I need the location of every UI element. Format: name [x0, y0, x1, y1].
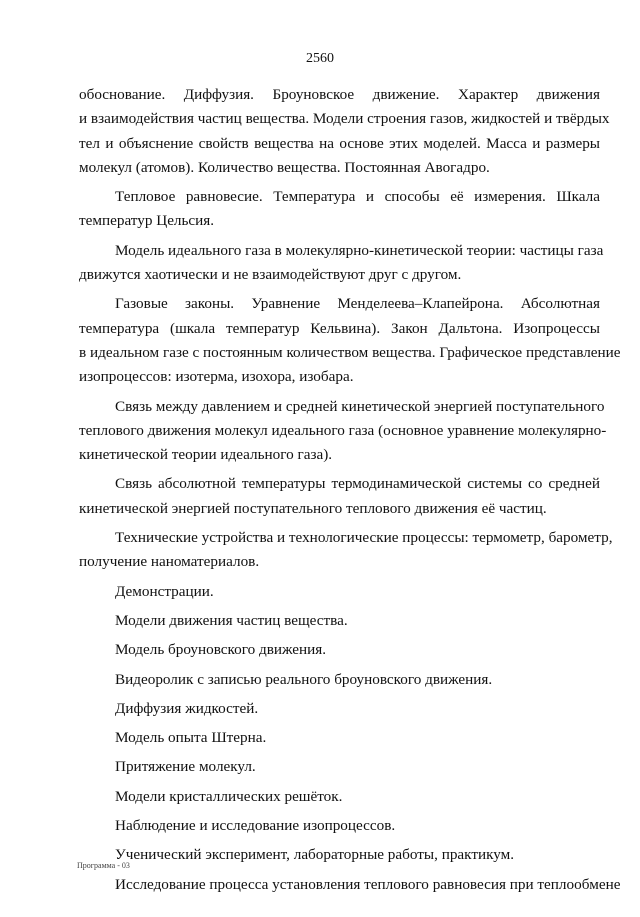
paragraph	[79, 185, 600, 234]
text-line: изопроцессов: изотерма, изохора, изобара.	[79, 368, 354, 386]
paragraph	[79, 697, 600, 721]
paragraph	[79, 814, 600, 838]
text-line: температура (шкала температур Кельвина). Закон Дальтона. Изопроцессы	[79, 319, 600, 337]
paragraph	[79, 580, 600, 604]
paragraph	[79, 843, 600, 867]
text-line: движутся хаотически и не взаимодействуют друг с другом.	[79, 266, 462, 284]
text-line: кинетической энергией поступательного теплового движения её частиц.	[79, 499, 547, 517]
text-line: Видеоролик с записью реального броуновского движения.	[115, 670, 493, 688]
text-line: Модели кристаллических решёток.	[115, 787, 343, 805]
paragraph	[79, 526, 613, 575]
footer-label: Программа - 03	[77, 861, 130, 870]
paragraph	[79, 755, 600, 779]
paragraph	[79, 292, 621, 389]
text-line: Тепловое равновесие. Температура и способы её измерения. Шкала	[115, 188, 600, 206]
text-line: Исследование процесса установления теплового равновесия при теплообмене	[115, 875, 621, 893]
paragraph	[79, 239, 604, 288]
text-line: Связь абсолютной температуры термодинамической системы со средней	[115, 475, 600, 493]
text-line: Газовые законы. Уравнение Менделеева–Клапейрона. Абсолютная	[115, 295, 600, 313]
text-line: температур Цельсия.	[79, 212, 215, 230]
text-line: теплового движения молекул идеального газа (основное уравнение молекулярно-	[79, 421, 607, 439]
paragraph	[79, 668, 600, 692]
paragraph	[79, 395, 607, 468]
paragraph	[79, 83, 610, 180]
text-line: обоснование. Диффузия. Броуновское движение. Характер движения	[79, 86, 600, 103]
paragraph	[79, 873, 621, 897]
text-line: Модель опыта Штерна.	[115, 729, 267, 747]
text-line: Модель броуновского движения.	[115, 641, 327, 659]
text-line: Связь между давлением и средней кинетической энергией поступательного	[115, 397, 605, 415]
text-line: молекул (атомов). Количество вещества. Постоянная Авогадро.	[79, 158, 490, 176]
document-body	[79, 83, 621, 897]
text-line: тел и объяснение свойств вещества на основе этих моделей. Масса и размеры	[79, 134, 600, 152]
paragraph	[79, 726, 600, 750]
text-line: получение наноматериалов.	[79, 553, 260, 571]
text-line: Ученический эксперимент, лабораторные работы, практикум.	[115, 846, 515, 864]
page-number: 2560	[306, 51, 334, 66]
paragraph	[79, 638, 600, 662]
text-line: Притяжение молекул.	[115, 758, 256, 776]
text-line: Модели движения частиц вещества.	[115, 611, 348, 629]
text-line: и взаимодействия частиц вещества. Модели строения газов, жидкостей и твёрдых	[79, 110, 610, 128]
text-line: в идеальном газе с постоянным количеством вещества. Графическое представление	[79, 343, 621, 361]
text-line: Диффузия жидкостей.	[115, 699, 259, 717]
paragraph	[79, 785, 600, 809]
text-line: Наблюдение и исследование изопроцессов.	[115, 817, 396, 835]
text-line: кинетической теории идеального газа).	[79, 446, 333, 464]
text-line: Технические устройства и технологические процессы: термометр, барометр,	[115, 529, 613, 547]
paragraph	[79, 609, 600, 633]
text-line: Модель идеального газа в молекулярно-кинетической теории: частицы газа	[115, 241, 604, 259]
text-line: Демонстрации.	[115, 582, 214, 600]
paragraph	[79, 472, 600, 521]
